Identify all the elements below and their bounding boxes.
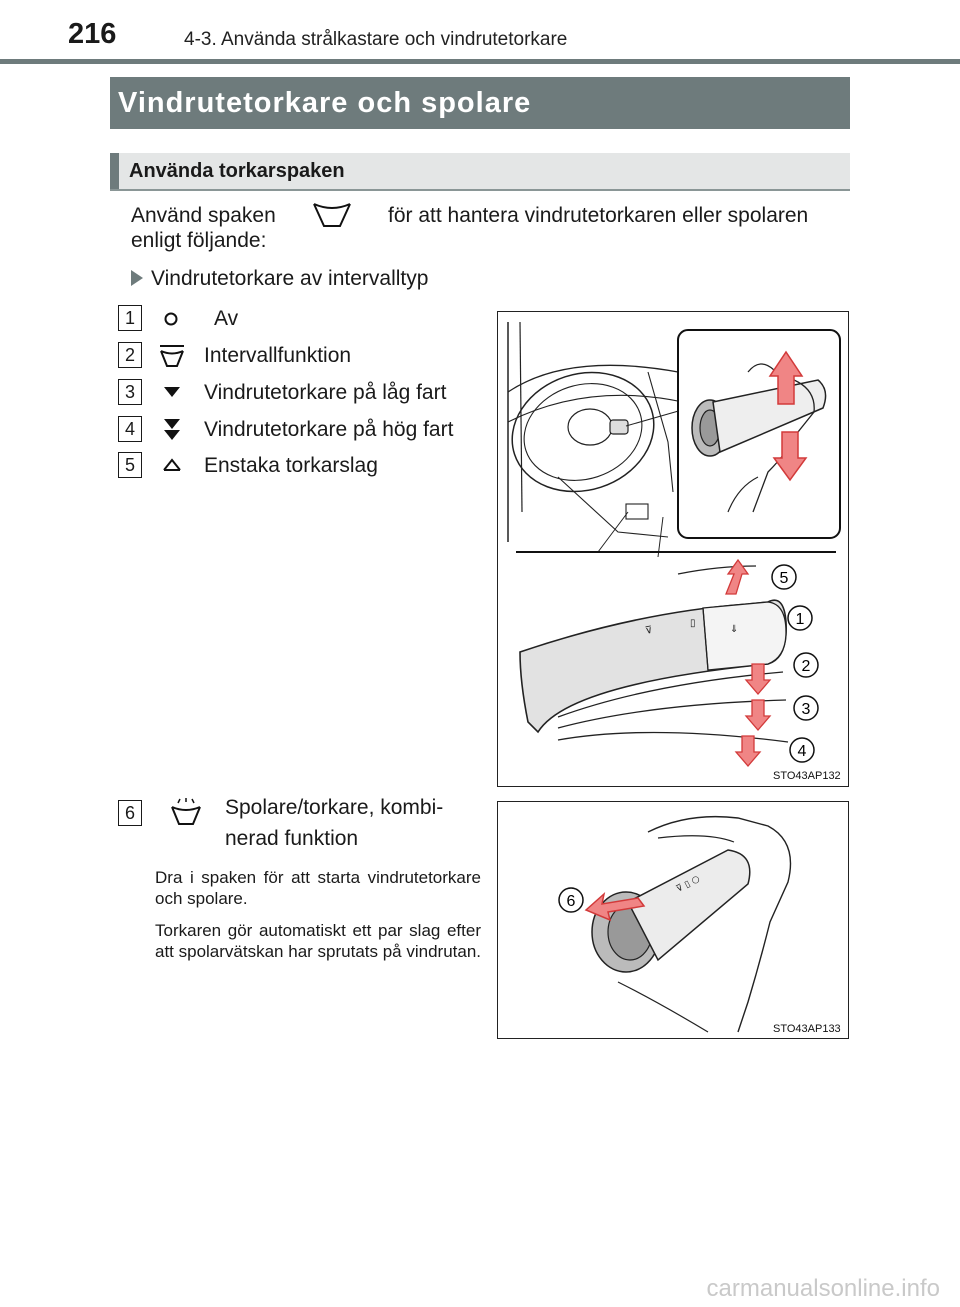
item6-paragraph-1: Dra i spaken för att starta vindrutetorkare och spolare. bbox=[155, 868, 481, 908]
bullet-triangle-icon bbox=[131, 270, 143, 286]
item-label-3: Vindrutetorkare på låg fart bbox=[204, 381, 447, 404]
wiper-lever-icon bbox=[310, 198, 354, 230]
figure1-callout-1-text: 1 bbox=[795, 611, 805, 628]
watermark: carmanualsonline.info bbox=[706, 1275, 940, 1302]
washer-wiper-icon bbox=[168, 797, 204, 827]
page-title: Vindrutetorkare och spolare bbox=[118, 86, 532, 119]
intro-part-2: för att hantera vindrutetorkaren eller spolaren bbox=[388, 204, 809, 227]
intro-part-1: Använd spaken bbox=[131, 204, 276, 227]
bullet-row bbox=[131, 267, 428, 291]
callout-number-6: 6 bbox=[118, 800, 142, 826]
intermittent-wiper-icon bbox=[158, 343, 186, 369]
svg-text:⊽: ⊽ bbox=[644, 624, 654, 637]
callout-number-3: 3 bbox=[118, 379, 142, 405]
figure1-callout-3 bbox=[794, 696, 818, 720]
page-number: 216 bbox=[68, 18, 117, 50]
item-label-1: Av bbox=[214, 307, 239, 330]
figure1-callout-3-text: 3 bbox=[801, 701, 811, 718]
figure2-code: STO43AP133 bbox=[773, 1023, 841, 1035]
figure-washer-pull bbox=[497, 801, 849, 1039]
page-title-bar bbox=[110, 77, 850, 129]
figure1-callout-5-text: 5 bbox=[779, 570, 789, 587]
item6-label-line1: Spolare/torkare, kombi- bbox=[225, 796, 444, 819]
svg-text:▯: ▯ bbox=[690, 618, 696, 629]
callout-number-4: 4 bbox=[118, 416, 142, 442]
figure1-code: STO43AP132 bbox=[773, 770, 841, 782]
figure1-callout-2 bbox=[794, 653, 818, 677]
off-circle-icon bbox=[163, 311, 179, 327]
item-label-4: Vindrutetorkare på hög fart bbox=[204, 418, 454, 441]
header-divider bbox=[0, 59, 960, 64]
bullet-text: Vindrutetorkare av intervalltyp bbox=[151, 267, 429, 290]
chapter-title: 4-3. Använda strålkastare och vindrutetorkare bbox=[184, 29, 568, 50]
svg-text:⊽ ▯ ○: ⊽ ▯ ○ bbox=[674, 874, 702, 895]
item-label-5: Enstaka torkarslag bbox=[204, 454, 378, 477]
mist-chevron-up-icon bbox=[162, 458, 182, 472]
section-heading bbox=[110, 153, 850, 191]
intro-line-2: enligt följande: bbox=[131, 229, 267, 252]
svg-text:⇓: ⇓ bbox=[730, 624, 739, 635]
figure1-callout-2-text: 2 bbox=[801, 658, 811, 675]
callout-number-2: 2 bbox=[118, 342, 142, 368]
figure1-callout-4 bbox=[790, 738, 814, 762]
item6-label-line2: nerad funktion bbox=[225, 827, 359, 850]
figure-wiper-lever-positions bbox=[497, 311, 849, 787]
figure1-callout-5 bbox=[772, 565, 796, 589]
callout-number-5: 5 bbox=[118, 452, 142, 478]
figure1-callout-4-text: 4 bbox=[797, 743, 807, 760]
washer-pull-illustration bbox=[498, 802, 847, 1037]
item6-paragraph-2: Torkaren gör automatiskt ett par slag efter att spolarvätskan har sprutats på vindrutan. bbox=[155, 921, 482, 961]
figure2-callout-6 bbox=[559, 888, 583, 912]
item-label-2: Intervallfunktion bbox=[204, 344, 352, 367]
figure2-callout-6-text: 6 bbox=[566, 893, 576, 910]
section-accent bbox=[110, 153, 119, 189]
figure1-callout-1 bbox=[788, 606, 812, 630]
wiper-lever-illustration bbox=[498, 312, 847, 785]
callout-number-1: 1 bbox=[118, 305, 142, 331]
double-chevron-down-icon bbox=[163, 417, 181, 443]
section-heading-label: Använda torkarspaken bbox=[129, 160, 345, 182]
single-chevron-down-icon bbox=[163, 385, 181, 399]
